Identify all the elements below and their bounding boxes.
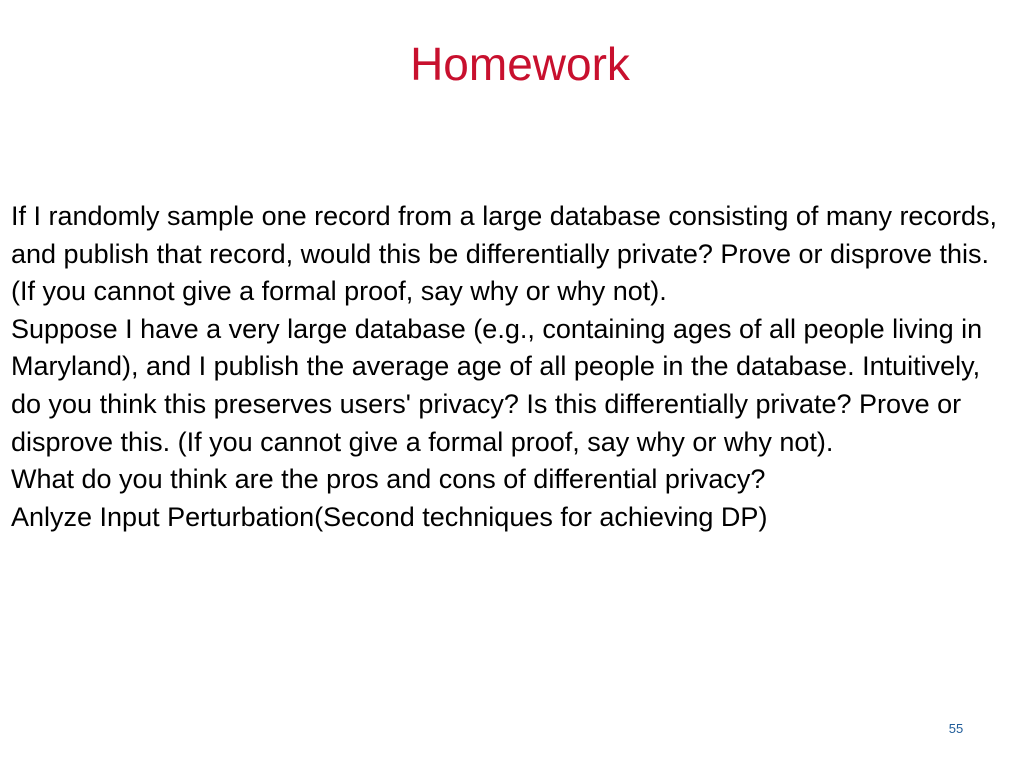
question-paragraph-2: Suppose I have a very large database (e.g., containing ages of all people living in Maryland), and I publish the average age of all people in the database. Intuitively, do you think this preserves users' privacy? Is this differentially private? Prove or disprove this. (If you cannot give a formal proof, say why or why not). <box>11 313 983 457</box>
question-paragraph-3: What do you think are the pros and cons of differential privacy? <box>11 464 766 495</box>
slide-body <box>11 198 1011 536</box>
slide-title: Homework <box>410 38 630 90</box>
page-number: 55 <box>948 721 964 736</box>
question-paragraph-4: Anlyze Input Perturbation(Second techniques for achieving DP) <box>11 501 768 532</box>
question-paragraph-1: If I randomly sample one record from a large database consisting of many records, and publish that record, would this be differentially private? Prove or disprove this. (If you cannot give a formal proof, say why or why not). <box>11 201 997 307</box>
